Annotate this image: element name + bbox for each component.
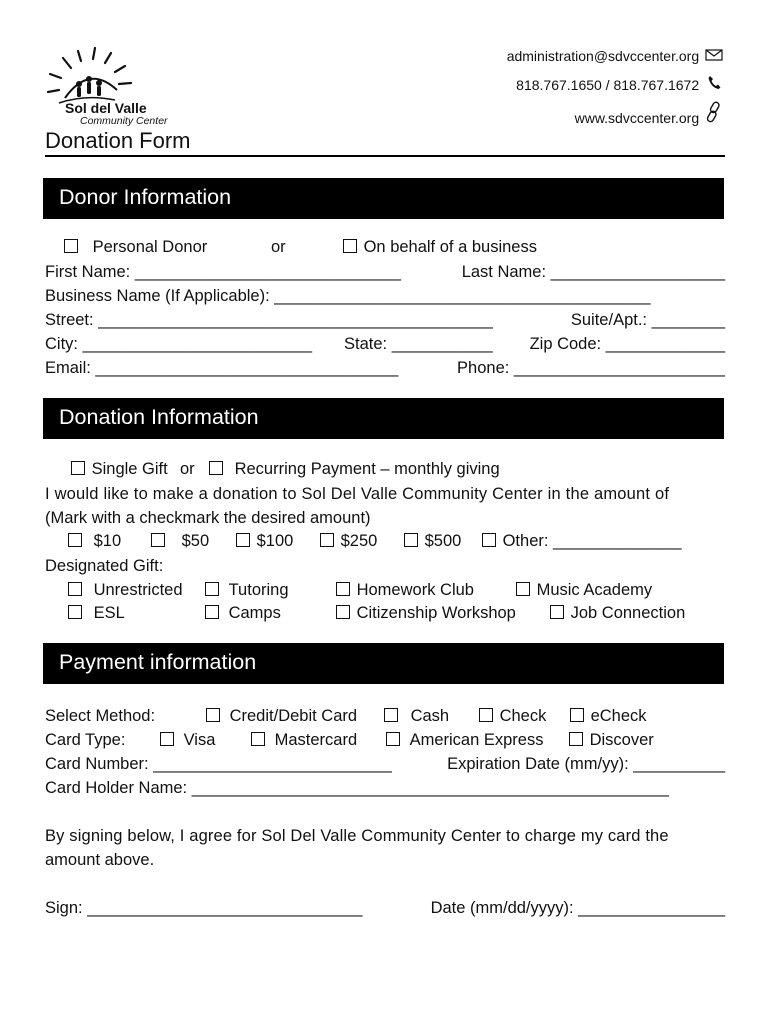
single-gift-checkbox[interactable] xyxy=(71,461,85,475)
gift-esl-label: ESL xyxy=(93,604,125,622)
amount-500[interactable] xyxy=(404,533,461,550)
gift-job-connection-checkbox[interactable] xyxy=(550,605,564,619)
gift-tutoring-label: Tutoring xyxy=(228,581,289,599)
method-check[interactable] xyxy=(479,708,546,725)
contact-email xyxy=(507,49,725,63)
link-icon xyxy=(703,101,725,125)
logo-line2: Community Center xyxy=(80,115,168,127)
website-text: www.sdvccenter.org xyxy=(574,110,700,126)
card-discover-checkbox[interactable] xyxy=(569,732,583,746)
personal-donor-checkbox[interactable] xyxy=(64,239,78,253)
gift-unrestricted-label: Unrestricted xyxy=(93,581,183,599)
payment-section-bar xyxy=(43,643,724,684)
signature-field[interactable]: Sign: ______________________________ xyxy=(45,899,363,917)
donor-section-bar xyxy=(43,178,724,219)
gift-tutoring-checkbox[interactable] xyxy=(205,582,219,596)
single-gift-label: Single Gift xyxy=(91,460,168,478)
gift-tutoring[interactable] xyxy=(205,582,289,599)
method-credit-card-label: Credit/Debit Card xyxy=(229,707,358,725)
amount-50[interactable] xyxy=(151,533,209,550)
city-field[interactable]: City: _________________________ xyxy=(45,335,312,353)
amount-250[interactable] xyxy=(320,533,377,550)
card-amex-checkbox[interactable] xyxy=(386,732,400,746)
method-cash-label: Cash xyxy=(410,707,450,725)
state-field[interactable]: State: ___________ xyxy=(344,335,493,353)
card-mastercard-label: Mastercard xyxy=(274,731,358,749)
amount-100-label: $100 xyxy=(256,532,294,550)
method-echeck-checkbox[interactable] xyxy=(570,708,584,722)
donation-statement: I would like to make a donation to Sol Del Valle Community Center in the amount of xyxy=(45,485,670,503)
business-label: On behalf of a business xyxy=(363,238,537,256)
card-amex[interactable] xyxy=(386,732,543,749)
recurring-checkbox[interactable] xyxy=(209,461,223,475)
logo-line1: Sol del Valle xyxy=(65,100,147,116)
method-echeck[interactable] xyxy=(570,708,647,725)
gift-music-academy-label: Music Academy xyxy=(536,581,653,599)
contact-website xyxy=(575,101,725,125)
envelope-icon xyxy=(703,49,725,63)
donor-heading: Donor Information xyxy=(59,185,232,209)
method-cash[interactable] xyxy=(384,708,449,725)
business-name-field[interactable]: Business Name (If Applicable): _________________________________________ xyxy=(45,287,651,305)
donation-heading: Donation Information xyxy=(59,405,259,429)
donation-section-bar xyxy=(43,398,724,439)
gift-homework-club-checkbox[interactable] xyxy=(336,582,350,596)
phone-field[interactable]: Phone: _______________________ xyxy=(457,359,725,377)
designated-gift-label: Designated Gift: xyxy=(45,557,164,575)
method-credit-card-checkbox[interactable] xyxy=(206,708,220,722)
amount-100[interactable] xyxy=(236,533,293,550)
card-mastercard[interactable] xyxy=(251,732,357,749)
amount-500-checkbox[interactable] xyxy=(404,533,418,547)
email-field[interactable]: Email: _________________________________ xyxy=(45,359,399,377)
card-holder-field[interactable]: Card Holder Name: ____________________________________________________ xyxy=(45,779,669,797)
title-divider xyxy=(45,155,725,157)
gift-camps-checkbox[interactable] xyxy=(205,605,219,619)
amount-250-label: $250 xyxy=(340,532,378,550)
card-visa-checkbox[interactable] xyxy=(160,732,174,746)
gift-camps[interactable] xyxy=(205,605,281,622)
method-check-checkbox[interactable] xyxy=(479,708,493,722)
phone-icon xyxy=(703,75,725,92)
card-amex-label: American Express xyxy=(409,731,544,749)
recurring-label: Recurring Payment – monthly giving xyxy=(234,460,500,478)
card-visa[interactable] xyxy=(160,732,215,749)
gift-homework-club[interactable] xyxy=(336,582,474,599)
card-discover[interactable] xyxy=(569,732,654,749)
card-discover-label: Discover xyxy=(589,731,654,749)
card-visa-label: Visa xyxy=(183,731,216,749)
gift-esl-checkbox[interactable] xyxy=(68,605,82,619)
gift-unrestricted[interactable] xyxy=(68,582,183,599)
suite-field[interactable]: Suite/Apt.: ________ xyxy=(570,311,725,329)
gift-citizenship-label: Citizenship Workshop xyxy=(356,604,516,622)
street-field[interactable]: Street: ___________________________________________ xyxy=(45,311,493,329)
amount-250-checkbox[interactable] xyxy=(320,533,334,547)
first-name-field[interactable]: First Name: _____________________________ xyxy=(45,263,401,281)
gift-citizenship[interactable] xyxy=(336,605,516,622)
card-mastercard-checkbox[interactable] xyxy=(251,732,265,746)
gift-camps-label: Camps xyxy=(228,604,281,622)
donor-or-text: or xyxy=(271,238,286,256)
business-checkbox[interactable] xyxy=(343,239,357,253)
consent-text-line1: By signing below, I agree for Sol Del Valle Community Center to charge my card the xyxy=(45,827,669,845)
amount-50-label: $50 xyxy=(181,532,210,550)
last-name-field[interactable]: Last Name: ___________________ xyxy=(461,263,725,281)
gift-music-academy[interactable] xyxy=(516,582,652,599)
business-option[interactable] xyxy=(343,239,537,256)
amount-other[interactable] xyxy=(482,533,682,550)
page-title: Donation Form xyxy=(45,128,191,153)
gift-esl[interactable] xyxy=(68,605,125,622)
personal-donor-label: Personal Donor xyxy=(92,238,208,256)
payment-heading: Payment information xyxy=(59,650,257,674)
amount-other-field[interactable]: Other: ______________ xyxy=(502,532,682,550)
single-gift-option[interactable] xyxy=(71,461,168,478)
gift-music-academy-checkbox[interactable] xyxy=(516,582,530,596)
method-check-label: Check xyxy=(499,707,547,725)
donation-or-text: or xyxy=(180,460,195,478)
amount-500-label: $500 xyxy=(424,532,462,550)
date-field[interactable]: Date (mm/dd/yyyy): ________________ xyxy=(430,899,725,917)
select-method-label: Select Method: xyxy=(45,707,156,725)
recurring-option[interactable] xyxy=(209,461,500,478)
consent-text-line2: amount above. xyxy=(45,851,155,869)
method-echeck-label: eCheck xyxy=(590,707,647,725)
expiration-field[interactable]: Expiration Date (mm/yy): __________ xyxy=(447,755,725,773)
method-cash-checkbox[interactable] xyxy=(384,708,398,722)
gift-homework-club-label: Homework Club xyxy=(356,581,474,599)
gift-job-connection[interactable] xyxy=(550,605,685,622)
card-type-label: Card Type: xyxy=(45,731,126,749)
amount-100-checkbox[interactable] xyxy=(236,533,250,547)
gift-job-connection-label: Job Connection xyxy=(570,604,686,622)
email-text: administration@sdvccenter.org xyxy=(506,48,700,64)
personal-donor-option[interactable] xyxy=(64,239,207,256)
amount-10-checkbox[interactable] xyxy=(68,533,82,547)
zip-field[interactable]: Zip Code: _____________ xyxy=(529,335,725,353)
card-number-field[interactable]: Card Number: __________________________ xyxy=(45,755,392,773)
amount-other-checkbox[interactable] xyxy=(482,533,496,547)
contact-phone xyxy=(516,75,725,92)
logo xyxy=(45,46,175,128)
amount-10-label: $10 xyxy=(93,532,122,550)
gift-citizenship-checkbox[interactable] xyxy=(336,605,350,619)
gift-unrestricted-checkbox[interactable] xyxy=(68,582,82,596)
method-credit-card[interactable] xyxy=(206,708,357,725)
amount-50-checkbox[interactable] xyxy=(151,533,165,547)
phone-text: 818.767.1650 / 818.767.1672 xyxy=(516,77,700,93)
donation-instruction: (Mark with a checkmark the desired amount) xyxy=(45,509,371,527)
amount-10[interactable] xyxy=(68,533,121,550)
